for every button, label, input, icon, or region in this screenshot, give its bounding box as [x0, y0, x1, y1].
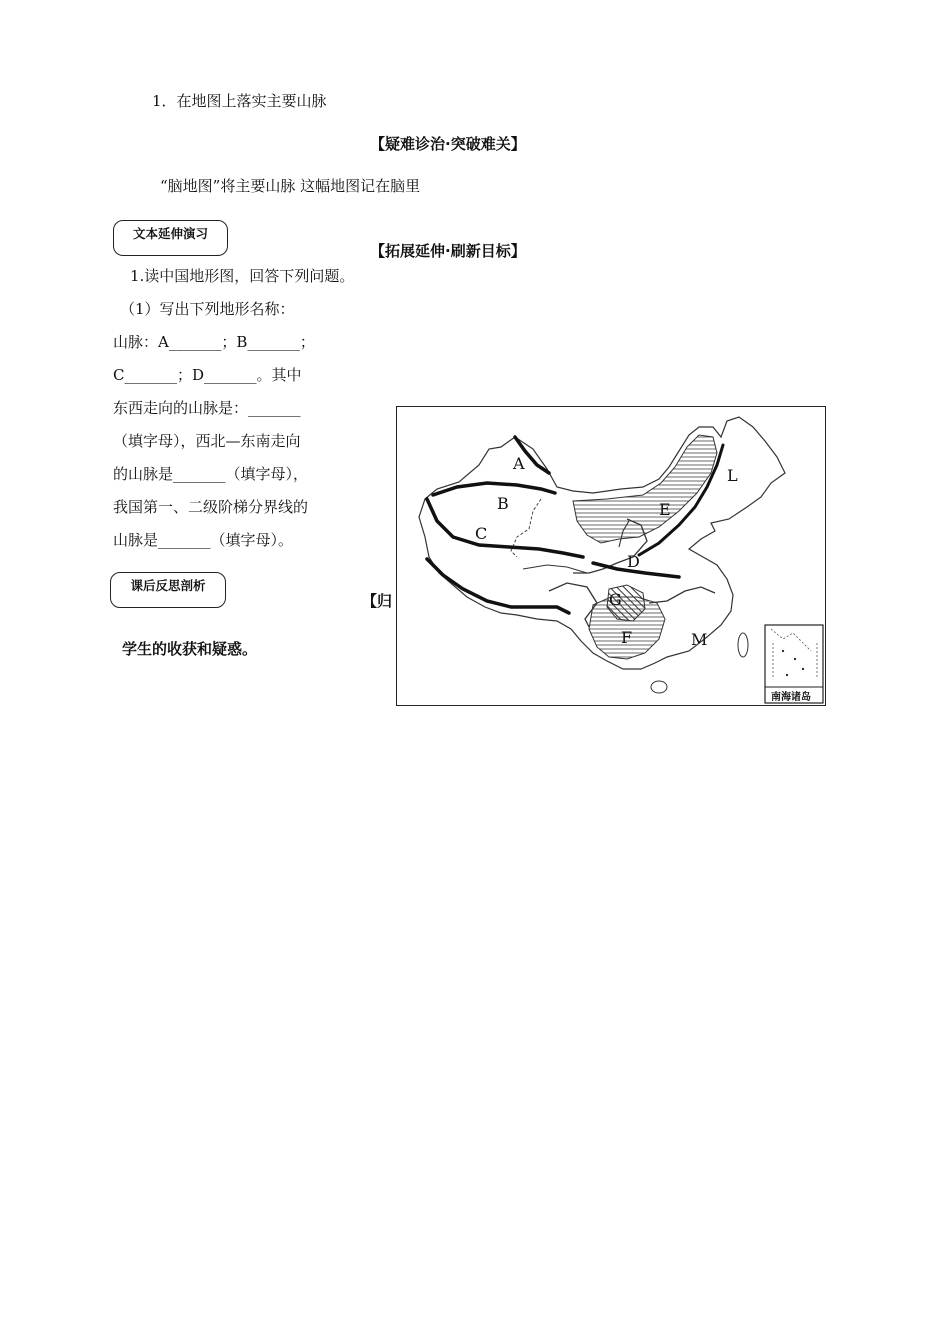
- reflection-box: 课后反思剖析: [110, 572, 226, 608]
- question-line-4: （填字母），西北—东南走向: [113, 432, 301, 450]
- map-label-b: B: [497, 494, 509, 513]
- question-line-5: 的山脉是_______（填字母），: [113, 465, 309, 483]
- item-1-text: 1．在地图上落实主要山脉: [152, 92, 327, 110]
- heading-difficult: 【疑难诊治·突破难关】: [370, 135, 526, 153]
- taiwan-island: [738, 633, 748, 657]
- map-label-l: L: [727, 466, 738, 485]
- inset-title: 南海诸岛: [771, 692, 811, 703]
- map-label-c: C: [475, 524, 488, 543]
- question-line-2: C_______；D_______。其中: [113, 366, 302, 384]
- question-line-3: 东西走向的山脉是：_______: [113, 399, 301, 417]
- question-line-7: 山脉是_______（填字母）。: [113, 531, 294, 549]
- china-terrain-map: [396, 406, 826, 706]
- student-gains-text: 学生的收获和疑惑。: [122, 640, 258, 658]
- map-label-g: G: [609, 590, 622, 609]
- heading-extend: 【拓展延伸·刷新目标】: [370, 242, 526, 260]
- south-sea-inset: [765, 625, 823, 703]
- question-intro: 1.读中国地形图，回答下列问题。: [130, 267, 355, 285]
- map-label-d: D: [627, 552, 640, 571]
- brain-map-text: “脑地图”将主要山脉 这幅地图记在脑里: [160, 177, 421, 195]
- question-line-6: 我国第一、二级阶梯分界线的: [113, 498, 309, 516]
- map-label-m: M: [691, 630, 708, 649]
- heading-summary-fragment: 【归: [362, 592, 393, 610]
- map-label-f: F: [621, 628, 633, 647]
- hainan-island: [651, 681, 667, 693]
- map-label-a: A: [513, 454, 525, 473]
- extend-practice-box: 文本延伸演习: [113, 220, 228, 256]
- map-label-e: E: [659, 500, 671, 519]
- question-line-1: 山脉：A_______；B_______；: [113, 333, 315, 351]
- question-sub1: （1）写出下列地形名称：: [120, 300, 295, 318]
